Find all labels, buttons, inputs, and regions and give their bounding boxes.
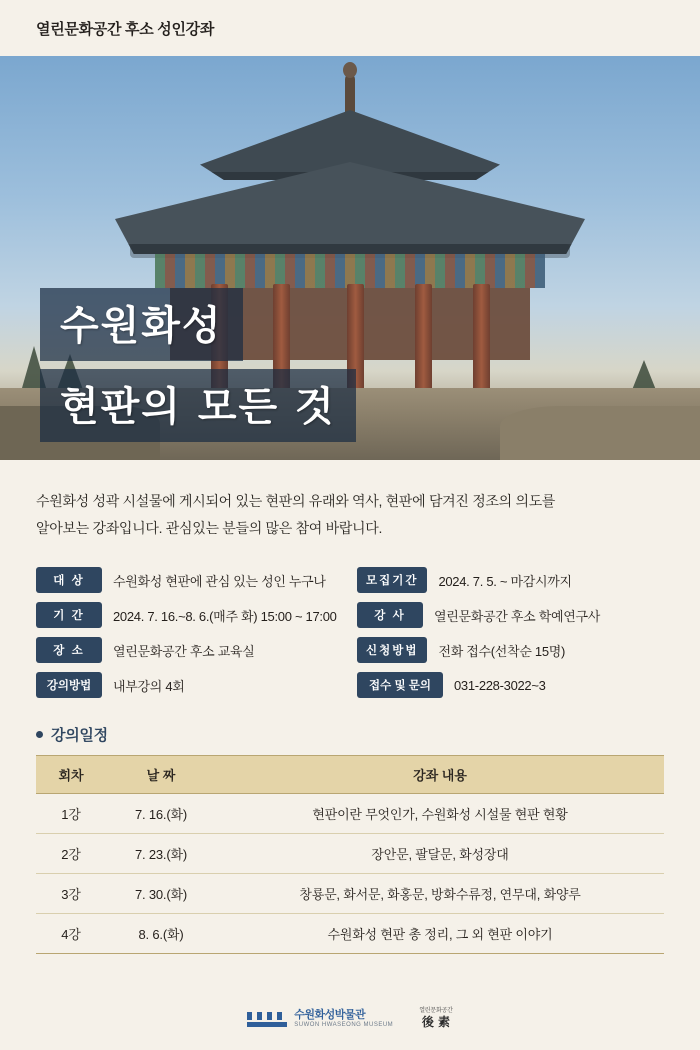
cell-no: 3강 [36, 874, 106, 914]
bullet-icon [36, 731, 43, 738]
cell-date: 7. 16.(화) [106, 794, 216, 834]
info-row-lecturer [357, 602, 664, 628]
info-label-application-period: 모집기간 [357, 567, 427, 593]
cell-date: 8. 6.(화) [106, 914, 216, 954]
header-title: 열린문화공간 후소 성인강좌 [36, 20, 215, 38]
dancheong-frieze [155, 254, 545, 288]
schedule-title: 강의일정 [51, 727, 108, 745]
cell-content: 창룡문, 화서문, 화홍문, 방화수류정, 연무대, 화양루 [216, 874, 664, 914]
info-label-method: 강의방법 [36, 672, 102, 698]
intro-section [0, 460, 700, 551]
table-row [36, 874, 664, 914]
info-value-venue: 열린문화공간 후소 교육실 [113, 643, 255, 659]
intro-line-2: 알아보는 강좌입니다. 관심있는 분들의 많은 참여 바랍니다. [36, 519, 383, 536]
info-grid [0, 551, 700, 698]
cell-content: 장안문, 팔달문, 화성장대 [216, 834, 664, 874]
info-value-application-period: 2024. 7. 5. ~ 마감시까지 [438, 573, 572, 589]
wave-wall-icon [247, 1010, 287, 1028]
huso-logo-top: 열린문화공간 [419, 1008, 453, 1015]
cell-content: 수원화성 현판 총 정리, 그 외 현판 이야기 [216, 914, 664, 954]
intro-line-1: 수원화성 성곽 시설물에 게시되어 있는 현판의 유래와 역사, 현판에 담겨진 정조의 의도를 [36, 493, 556, 509]
info-row-method [36, 672, 343, 698]
huso-logo-big: 後 素 [421, 1015, 451, 1030]
info-label-venue: 장 소 [36, 637, 102, 663]
cell-no: 4강 [36, 914, 106, 954]
hero-title-line-1: 수원화성 [40, 288, 243, 361]
pillar [415, 284, 432, 404]
info-label-period: 기 간 [36, 602, 102, 628]
info-value-target: 수원화성 현판에 관심 있는 성인 누구나 [113, 573, 326, 589]
rock-right [500, 406, 700, 460]
info-label-how-to-apply: 신청방법 [357, 637, 427, 663]
lower-roof [115, 162, 585, 254]
info-row-period [36, 602, 343, 628]
museum-logo-en: SUWON HWASEONG MUSEUM [294, 1021, 394, 1028]
poster-footer [0, 988, 700, 1050]
table-row [36, 794, 664, 834]
hero-image [0, 56, 700, 460]
column-header-no: 회차 [36, 756, 106, 794]
info-row-contact [357, 672, 664, 698]
schedule-header [0, 698, 700, 755]
schedule-table [36, 755, 664, 954]
cell-date: 7. 23.(화) [106, 834, 216, 874]
info-value-contact: 031-228-3022~3 [454, 677, 546, 693]
hero-title-line-2: 현판의 모든 것 [40, 369, 356, 442]
cell-no: 1강 [36, 794, 106, 834]
hero-title-block [40, 288, 356, 442]
table-row [36, 914, 664, 954]
info-value-how-to-apply: 전화 접수(선착순 15명) [438, 643, 566, 659]
info-row-application-period [357, 567, 664, 593]
info-row-how-to-apply [357, 637, 664, 663]
cell-no: 2강 [36, 834, 106, 874]
museum-logo-kr: 수원화성박물관 [294, 1009, 366, 1022]
info-value-period: 2024. 7. 16.~8. 6.(매주 화) 15:00 ~ 17:00 [113, 608, 337, 624]
cell-date: 7. 30.(화) [106, 874, 216, 914]
info-row-venue [36, 637, 343, 663]
info-value-lecturer: 열린문화공간 후소 학예연구사 [434, 608, 600, 624]
column-header-content: 강좌 내용 [216, 756, 664, 794]
info-label-lecturer: 강 사 [357, 602, 423, 628]
pillar [473, 284, 490, 404]
huso-logo [419, 1008, 453, 1030]
info-label-contact: 접수 및 문의 [357, 672, 443, 698]
table-row [36, 834, 664, 874]
info-label-target: 대 상 [36, 567, 102, 593]
cell-content: 현판이란 무엇인가, 수원화성 시설물 현판 현황 [216, 794, 664, 834]
museum-logo [247, 1009, 393, 1029]
info-value-method: 내부강의 4회 [113, 678, 185, 694]
column-header-date: 날 짜 [106, 756, 216, 794]
table-header-row [36, 756, 664, 794]
roof-finial-icon [345, 74, 355, 114]
poster-header [0, 0, 700, 56]
info-row-target [36, 567, 343, 593]
